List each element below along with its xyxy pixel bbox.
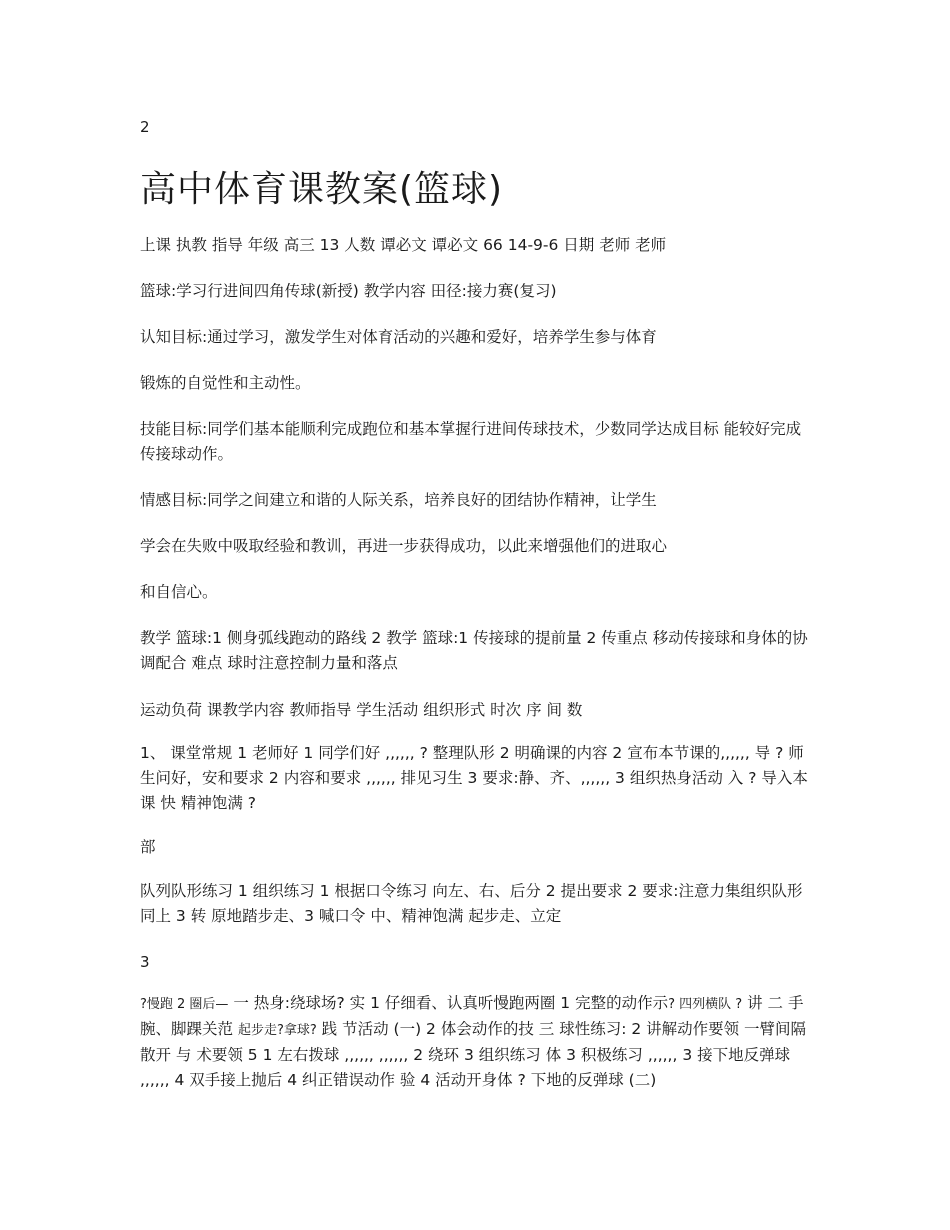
warmup-text-d: 讲 二 手腕、脚踝关范	[140, 994, 804, 1038]
warmup-note-c: ? 四列横队 ?	[668, 997, 743, 1012]
section-number: 3	[140, 953, 150, 971]
paragraph-warmup-activities	[140, 991, 812, 1093]
paragraph-table-header: 运动负荷 课教学内容 教师指导 学生活动 组织形式 时次 序 间 数	[140, 701, 583, 719]
warmup-text-f: 践 节活动 (一) 2 体会动作的技 三 球性练习: 2 讲解动作要领 一臂间隔散开 与 术要领 5 1 左右拨球 ,,,,,, ,,,,,, 2 绕环 3 组织练习 体 3 积极练习 ,,,,,, 3 接下地反弹球 ,,,,,, 4 双手接上抛后 4 纠正错误动作 验 4 活动开身体 ? 下地的反弹球 (二)	[140, 1020, 807, 1089]
paragraph-class-routine: 1、 课堂常规 1 老师好 1 同学们好 ,,,,,, ? 整理队形 2 明确课的内容 2 宣布本节课的,,,,,, 导 ? 师生问好，安和要求 2 内容和要求 ,,,,,, 排见习生 3 要求:静、齐、,,,,,, 3 组织热身活动 入 ? 导入本课 快 精神饱满 ?	[140, 744, 808, 812]
warmup-note-e: 起步走?拿球?	[237, 1023, 317, 1038]
paragraph-class-info: 上课 执教 指导 年级 高三 13 人数 谭必文 谭必文 66 14-9-6 日期 老师 老师	[140, 236, 667, 254]
paragraph-section-mark: 部	[140, 838, 156, 856]
paragraph-cognitive-goal: 认知目标:通过学习，激发学生对体育活动的兴趣和爱好，培养学生参与体育	[140, 328, 657, 346]
warmup-note-a: ?慢跑 2 圈后—	[140, 997, 229, 1012]
page-number: 2	[140, 118, 150, 136]
document-title: 高中体育课教案(篮球)	[140, 169, 504, 210]
warmup-text-b: 一 热身:绕球场? 实 1 仔细看、认真听慢跑两圈 1 完整的动作示	[228, 994, 669, 1012]
paragraph-key-points: 教学 篮球:1 侧身弧线跑动的路线 2 教学 篮球:1 传接球的提前量 2 传重点 移动传接球和身体的协调配合 难点 球时注意控制力量和落点	[140, 629, 808, 672]
paragraph-cognitive-goal-cont: 锻炼的自觉性和主动性。	[140, 374, 311, 392]
paragraph-formation-drill: 队列队形练习 1 组织练习 1 根据口令练习 向左、右、后分 2 提出要求 2 要求:注意力集组织队形同上 3 转 原地踏步走、3 喊口令 中、精神饱满 起步走、立定	[140, 882, 803, 925]
paragraph-emotional-goal-end: 和自信心。	[140, 583, 218, 601]
paragraph-emotional-goal: 情感目标:同学之间建立和谐的人际关系，培养良好的团结协作精神，让学生	[140, 491, 657, 509]
paragraph-teaching-content: 篮球:学习行进间四角传球(新授) 教学内容 田径:接力赛(复习)	[140, 282, 557, 300]
paragraph-emotional-goal-cont: 学会在失败中吸取经验和教训，再进一步获得成功，以此来增强他们的进取心	[140, 537, 668, 555]
paragraph-skill-goal: 技能目标:同学们基本能顺利完成跑位和基本掌握行进间传球技术，少数同学达成目标 能较好完成传接球动作。	[140, 420, 802, 463]
